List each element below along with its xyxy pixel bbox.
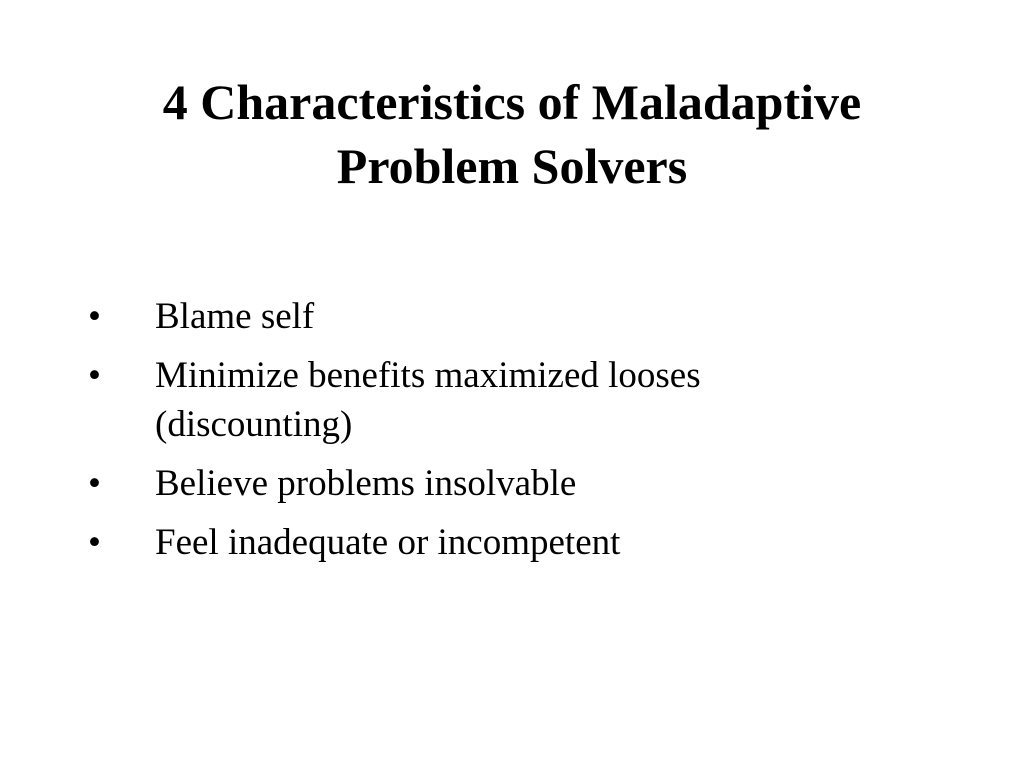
bullet-list	[88, 292, 968, 577]
bullet-item-minimize-benefits	[88, 351, 968, 449]
bullet-item-feel-inadequate	[88, 518, 968, 567]
bullet-text-line-1: Minimize benefits maximized looses	[155, 355, 701, 396]
bullet-icon: •	[88, 355, 101, 396]
slide-title	[60, 70, 964, 198]
bullet-item-believe-problems	[88, 459, 968, 508]
bullet-text-line-2: (discounting)	[155, 404, 353, 445]
bullet-text: Blame self	[155, 296, 315, 337]
bullet-text: Feel inadequate or incompetent	[155, 522, 621, 563]
bullet-icon: •	[88, 296, 101, 337]
slide-title-line-2: Problem Solvers	[336, 138, 688, 194]
bullet-text	[155, 351, 968, 449]
bullet-icon: •	[88, 522, 101, 563]
bullet-text: Believe problems insolvable	[155, 463, 577, 504]
slide-title-line-1: 4 Characteristics of Maladaptive	[162, 74, 862, 130]
bullet-icon: •	[88, 463, 101, 504]
bullet-item-blame-self	[88, 292, 968, 341]
